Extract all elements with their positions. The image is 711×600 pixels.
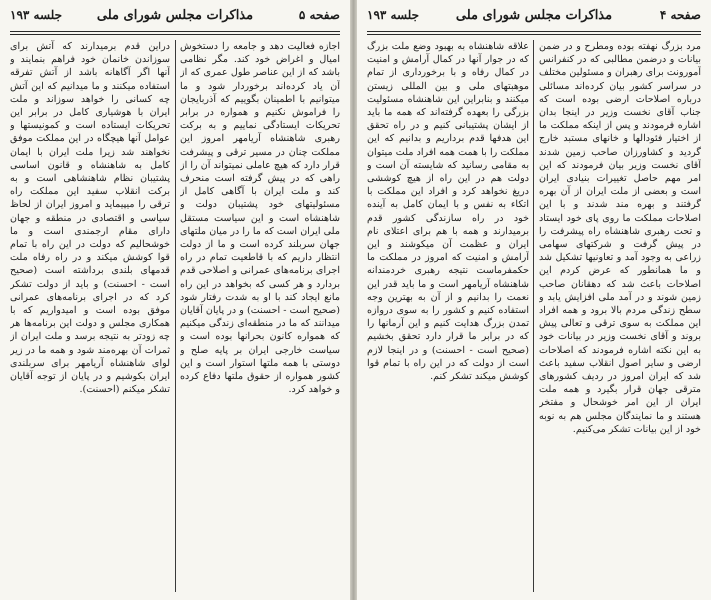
right-page-header: [367, 4, 701, 35]
left-page-session: جلسه ۱۹۳: [10, 8, 63, 22]
book-gutter: [350, 0, 357, 600]
header-double-rule: [10, 31, 340, 32]
column-divider: [533, 40, 534, 592]
right-page-column-left-text: علاقه شاهنشاه به بهبود وضع ملت بزرگ که در جوار آنها در کمال آرامش و امنیت در کمال رفاه و با برخورداری از تمام موهبتهای ملی و بین المللی زیستن میکنند و بنابراین این شاهنشاه مسئولیت بزرگی را بعهده گرفته‌اند که همه ما باید از ایشان پشتیبانی کنیم و در راه تحقق این هدفها قدم برداریم و بدانیم که این مملکت را با همت همه افراد ملت میتوان به مقامی رسانید که شایسته آن است و دولت هم در این راه از هیچ کوششی دریغ نخواهد کرد و افراد این مملکت با اتکاء به نفس و با ایمان کامل به آینده خود در راه سازندگی کشور قدم برمیدارند و همه با هم برای اعتلای نام ایران و عظمت آن میکوشند و این آرامش و امنیت که امروز در مملکت ما حکمفرماست نتیجه رهبری خردمندانه شاهنشاه آریامهر است و ما باید قدر این نعمت را بدانیم و از آن به بهترین وجه استفاده کنیم و کشور را به سوی دروازه تمدن بزرگ هدایت کنیم و این آرمانها را که در برابر ما قرار دارد تحقق بخشیم (صحیح است - احسنت) و در اینجا لازم است از دولت که در این راه با تمام قوا کوشش میکند تشکر کنم.: [367, 41, 529, 383]
right-page-session: جلسه ۱۹۳: [367, 8, 420, 22]
left-page: [0, 0, 350, 600]
right-page: [357, 0, 711, 600]
header-double-rule: [367, 31, 701, 32]
left-page-number: صفحه ۵: [298, 8, 340, 22]
right-page-column-right-text: مرد بزرگ نهفته بوده ومطرح و در ضمن بیانات و درضمن مطالبی که در کنفرانس آمورونت برای رهبران و مسئولین مختلف در سراسر کشور بیان کرده‌اند مسائلی درباره اصلاحات ارضی بوده است که جناب آقای نخست وزیر در اینجا بدان اشاره فرمودند و پس از اینکه مملکت ما از اختیار فئودالها و خانهای مستبد خارج گردید و کشاورزان صاحب زمین شدند آقای نخست وزیر بیان فرمودند که این امر مهم حاصل تغییرات بنیادی ایران است و بعضی از ملت ایران از آن بهره گرفتند و بهره مند شدند و با این اصلاحات مملکت ما روی پای خود ایستاد و تحت رهبری شاهنشاه راه پیشرفت را در پیش گرفت و شرکتهای سهامی زراعی به وجود آمد و تعاونیها تشکیل شد و ما همانطور که عرض کردم این اصلاحات باعث شد که دهقانان صاحب زمین شوند و در آمد ملی افزایش یابد و سطح زندگی مردم بالا برود و همه افراد این مملکت به سوی ترقی و تعالی پیش بروند و آقای نخست وزیر در بیانات خود به این نکته اشاره فرمودند که اصلاحات ارضی و سایر اصول انقلاب سفید باعث شد که ایران امروز در ردیف کشورهای مترقی جهان قرار بگیرد و همه ملت ایران از این امر خوشحال و مفتخر هستند و ما نمایندگان مجلس هم به نوبه خود از این بیانات تشکر می‌کنیم.: [539, 41, 701, 435]
right-page-column-left: [367, 40, 529, 594]
left-page-column-right: [180, 40, 340, 594]
left-page-title: مذاکرات مجلس شورای ملی: [96, 8, 254, 23]
left-page-column-right-text: اجازه فعالیت دهد و جامعه را دستخوش امیال و اغراض خود کند. مگر نظامی باشد که از این عناصر طول عمری که از آن یاد کرده‌اند برخوردار شود و ما میتوانیم با اطمینان بگوییم که آذربایجان را فراموش نکنیم و همواره در برابر تحریکات ایستادگی نماییم و به برکت رهبری شاهنشاه آریامهر امروز این مملکت چنان در مسیر ترقی و پیشرفت قرار دارد که هیچ عاملی نمیتواند آن را از راهی که در پیش گرفته است منحرف کند و ملت ایران با آگاهی کامل از مسئولیتهای خود پشتیبان دولت و شاهنشاه است و این سیاست مستقل ملی ایران است که ما را در میان ملتهای جهان سربلند کرده است و ما از دولت انتظار داریم که با قاطعیت تمام در راه اجرای برنامه‌های عمرانی و اصلاحی قدم بردارد و هر کسی که بخواهد در این راه مانع ایجاد کند با او به شدت رفتار شود (صحیح است - احسنت) و در پایان آقایان میدانند که ما در منطقه‌ای زندگی میکنیم که همواره کانون بحرانها بوده است و سیاست خارجی ایران بر پایه صلح و دوستی با همه ملتها استوار است و این کشور همواره از حقوق ملتها دفاع کرده و خواهد کرد.: [180, 41, 340, 396]
left-page-column-left: [10, 40, 170, 594]
right-page-column-right: [539, 40, 701, 594]
right-page-number: صفحه ۴: [659, 8, 701, 22]
right-page-title: مذاکرات مجلس شورای ملی: [455, 8, 613, 23]
column-divider: [175, 40, 176, 592]
left-page-header: [10, 4, 340, 35]
left-page-column-left-text: دراین قدم برمیدارند که آتش برای سوزاندن خانمان خود فراهم بنمایند و آنها اگر آگاهانه باشد از آتش تفرقه استفاده میکنند و ما میدانیم که این آتش چه کسانی را خواهد سوزاند و ملت ایران با هوشیاری کامل در برابر این تحریکات ایستاده است و کمونیستها و عوامل آنها هیچگاه در این مملکت موفق نخواهند شد زیرا ملت ایران با ایمان کامل به شاهنشاه و قانون اساسی پشتیبان نظام شاهنشاهی است و به برکت انقلاب سفید این مملکت راه ترقی را میپیماید و امروز ایران از لحاظ سیاسی و اقتصادی در منطقه و جهان دارای مقام ارجمندی است و ما خوشحالیم که دولت در این راه با تمام قوا کوشش میکند و در راه رفاه ملت قدمهای بلندی برداشته است (صحیح است - احسنت) و باید از دولت تشکر کرد که در اجرای برنامه‌های عمرانی موفق بوده است و امیدواریم که با همکاری مجلس و دولت این برنامه‌ها هر چه زودتر به نتیجه برسد و ملت ایران از ثمرات آن بهره‌مند شود و همه ما در زیر لوای شاهنشاه آریامهر برای سربلندی ایران بکوشیم و در پایان از توجه آقایان تشکر میکنم (احسنت).: [10, 41, 170, 396]
